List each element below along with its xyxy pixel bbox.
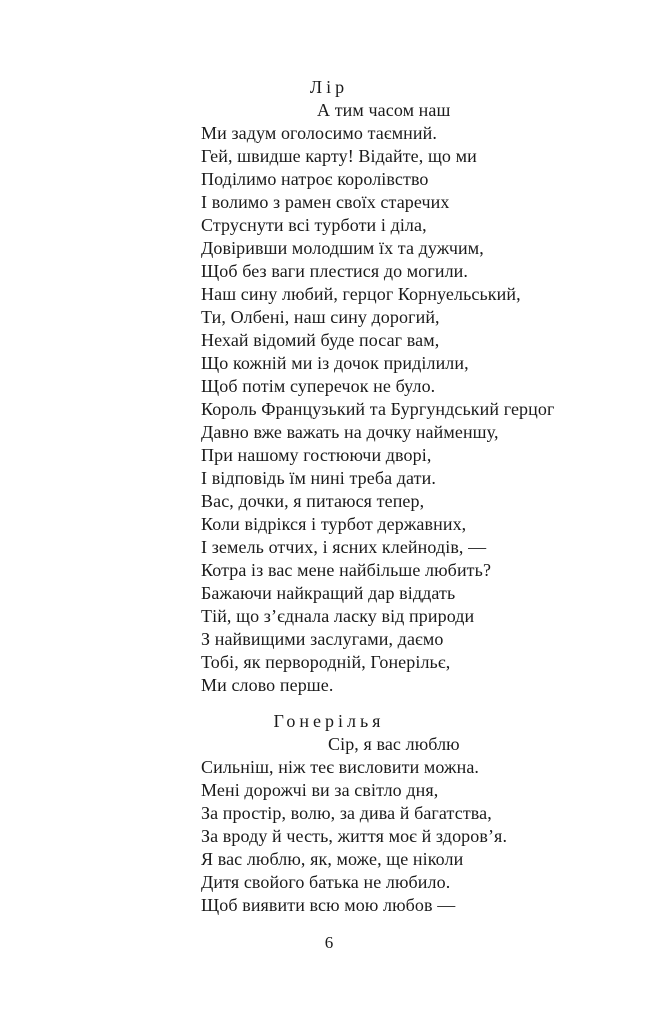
- verse-line: Довіривши молодшим їх та дужчим,: [201, 238, 484, 258]
- verse-line: І волимо з рамен своїх старечих: [201, 192, 450, 212]
- verse-line: Дитя свойого батька не любило.: [201, 872, 451, 892]
- speaker-name-lear: Лір: [309, 77, 349, 97]
- verse-line: Король Французький та Бургундський герцог: [201, 399, 555, 419]
- speaker-name-goneril: Гонерілья: [273, 711, 385, 731]
- verse-line: Поділимо натроє королівство: [201, 169, 429, 189]
- verse-line: Струснути всі турботи і діла,: [201, 215, 427, 235]
- verse-line: Сильніш, ніж теє висловити можна.: [201, 757, 480, 777]
- verse-line: Котра із вас мене найбільше любить?: [201, 560, 492, 580]
- verse-line: Ми слово перше.: [201, 675, 334, 695]
- verse-line: За простір, волю, за дива й багатства,: [201, 803, 492, 823]
- page-number: 6: [324, 933, 334, 952]
- verse-line: Щоб потім суперечок не було.: [201, 376, 436, 396]
- verse-line: Гей, швидше карту! Відайте, що ми: [201, 146, 477, 166]
- verse-line: Вас, дочки, я питаюся тепер,: [201, 491, 425, 511]
- verse-line: Тобі, як первородній, Гонерільє,: [201, 652, 451, 672]
- verse-line: І відповідь їм нині треба дати.: [201, 468, 436, 488]
- verse-line: За вроду й честь, життя моє й здоров’я.: [201, 826, 508, 846]
- verse-line: Нехай відомий буде посаг вам,: [201, 330, 440, 350]
- verse-line: Давно вже важать на дочку найменшу,: [201, 422, 499, 442]
- verse-line: Коли відрікся і турбот державних,: [201, 514, 467, 534]
- verse-line: Наш сину любий, герцог Корнуельський,: [201, 284, 521, 304]
- verse-line: Що кожній ми із дочок приділили,: [201, 353, 469, 373]
- verse-line: Ти, Олбені, наш сину дорогий,: [201, 307, 440, 327]
- verse-line: Сір, я вас люблю: [328, 734, 460, 754]
- verse-line: А тим часом наш: [317, 100, 451, 120]
- verse-line: Щоб без ваги плестися до могили.: [201, 261, 469, 281]
- verse-line: З найвищими заслугами, даємо: [201, 629, 444, 649]
- verse-line: При нашому гостюючи дворі,: [201, 445, 432, 465]
- verse-line: Тій, що з’єднала ласку від природи: [201, 606, 475, 626]
- verse-line: Ми задум оголосимо таємний.: [201, 123, 437, 143]
- verse-line: Мені дорожчі ви за світло дня,: [201, 780, 439, 800]
- verse-line: І земель отчих, і ясних клейнодів, —: [201, 537, 487, 557]
- verse-line: Бажаючи найкращий дар віддать: [201, 583, 456, 603]
- verse-line: Щоб виявити всю мою любов —: [201, 895, 456, 915]
- verse-line: Я вас люблю, як, може, ще ніколи: [201, 849, 464, 869]
